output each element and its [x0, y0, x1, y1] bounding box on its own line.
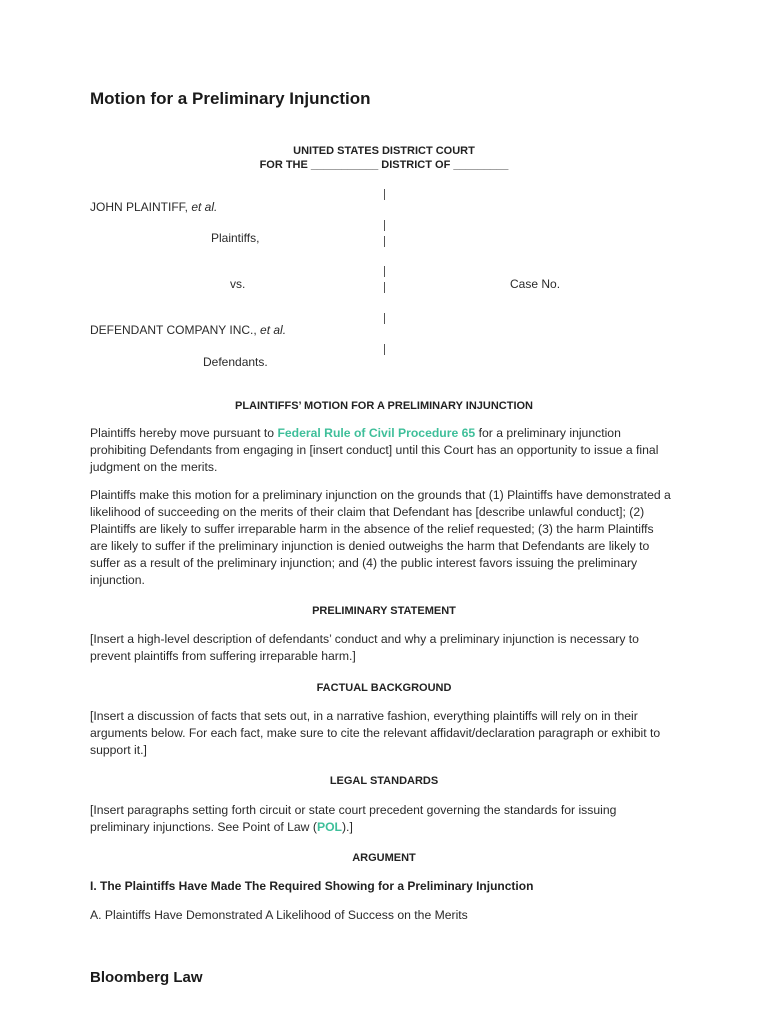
motion-heading: PLAINTIFFS’ MOTION FOR A PRELIMINARY INJUNCTION [234, 400, 534, 412]
legal-standards-heading: LEGAL STANDARDS [329, 775, 439, 787]
factual-background-text: [Insert a discussion of facts that sets out, in a narrative fashion, everything plaintiffs will rely on in their arguments below. For each fact, make sure to cite the relevant affidavit/declaration paragraph or exhibit to support it.] [90, 709, 661, 757]
document-title: Motion for a Preliminary Injunction [90, 89, 371, 108]
caption-divider [384, 282, 385, 293]
argument-heading: ARGUMENT [352, 852, 416, 864]
caption-divider [384, 236, 385, 247]
argument-section-1: I. The Plaintiffs Have Made The Required Showing for a Preliminary Injunction [90, 879, 534, 893]
caption-divider [384, 313, 385, 324]
caption-divider [384, 220, 385, 231]
motion-paragraph-1 [90, 425, 672, 476]
preliminary-statement-text: [Insert a high-level description of defendants’ conduct and why a preliminary injunction is necessary to prevent plaintiffs from suffering irreparable harm.] [90, 632, 639, 663]
plaintiff-name: JOHN PLAINTIFF, [90, 200, 192, 214]
motion-paragraph-2: Plaintiffs make this motion for a preliminary injunction on the grounds that (1) Plaintiffs have demonstrated a likelihood of succeeding on the merits of their claim that Defendant has [describe unlawful conduct]; (2) Plaintiffs are likely to suffer irreparable harm in the absence of the relief requested; (3) the harm Plaintiffs are likely to suffer if the preliminary injunction is denied outweighs the harm that Defendants are likely to suffer as a result of the preliminary injunction; and (4) the public interest favors issuing the preliminary injunction. [90, 488, 671, 587]
versus-label: vs. [230, 277, 246, 291]
argument-subsection-a: A. Plaintiffs Have Demonstrated A Likelihood of Success on the Merits [90, 908, 468, 922]
plaintiff-party [90, 200, 217, 214]
court-district-line: FOR THE ___________ DISTRICT OF _________ [259, 159, 509, 171]
legal-standards-text-end: ).] [342, 820, 353, 834]
defendants-label: Defendants. [203, 355, 268, 369]
plaintiffs-label: Plaintiffs, [211, 231, 260, 245]
case-number-label: Case No. [510, 277, 561, 291]
defendant-party [90, 323, 286, 337]
bloomberg-law-logo: Bloomberg Law [90, 969, 203, 986]
pol-link[interactable]: POL [316, 820, 342, 834]
legal-standards-text-start: [Insert paragraphs setting forth circuit or state court precedent governing the standards for issuing preliminary injunctions. See Point of Law ( [90, 803, 617, 834]
court-name-line: UNITED STATES DISTRICT COURT [293, 145, 475, 157]
defendant-name: DEFENDANT COMPANY INC., [90, 323, 261, 337]
frcp-65-link[interactable]: Federal Rule of Civil Procedure 65 [277, 426, 476, 440]
motion-p1-text-end: for a preliminary injunction prohibiting Defendants from engaging in [insert conduct] until this Court has an opportunity to issue a final judgment on the merits. [90, 426, 659, 474]
plaintiff-etal: et al. [191, 200, 218, 214]
legal-standards-text [90, 802, 672, 836]
caption-divider [384, 266, 385, 277]
factual-background-heading: FACTUAL BACKGROUND [316, 682, 452, 694]
caption-divider [384, 189, 385, 200]
motion-p1-text: Plaintiffs hereby move pursuant to [90, 426, 278, 440]
defendant-etal: et al. [260, 323, 287, 337]
caption-divider [384, 344, 385, 355]
preliminary-statement-heading: PRELIMINARY STATEMENT [312, 605, 456, 617]
